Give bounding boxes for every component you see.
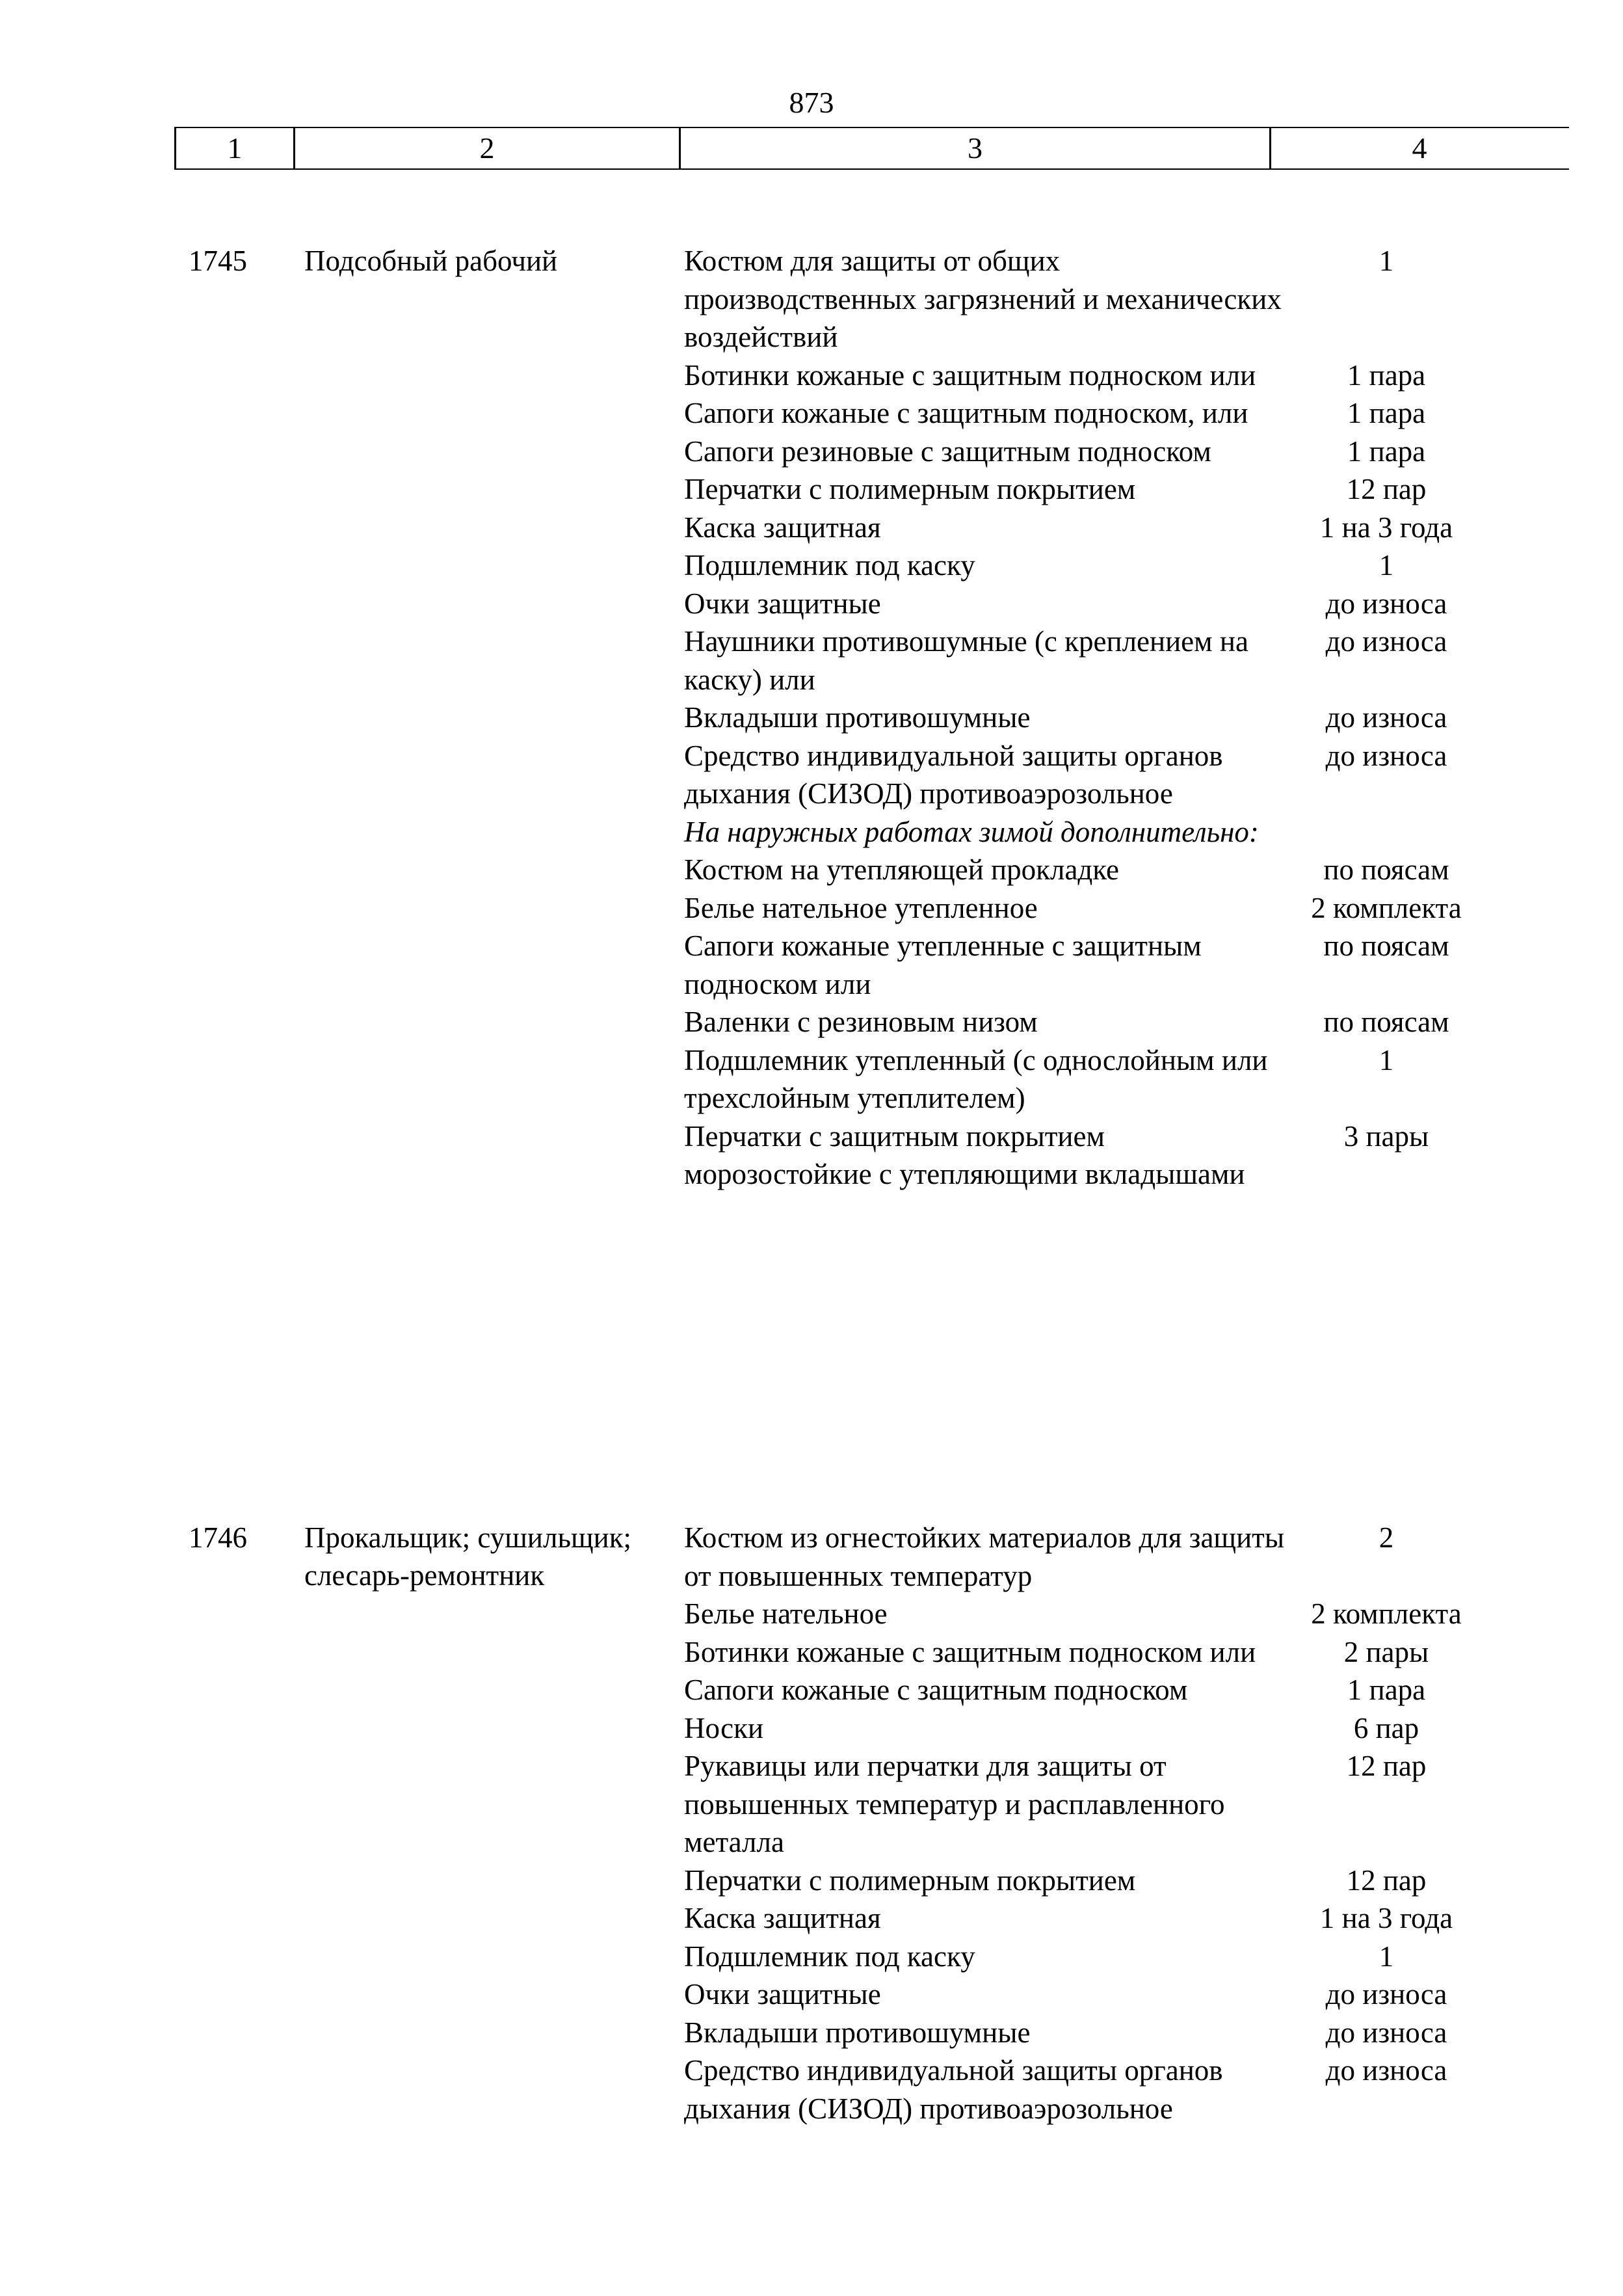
ppe-item-name: Сапоги кожаные утепленные с защитным подноском или [684,929,1202,1000]
ppe-item-name: Носки [684,1711,764,1744]
ppe-item-name: Перчатки с защитным покрытием морозостойкие с утепляющими вкладышами [684,1119,1245,1190]
ppe-note-text: На наружных работах зимой дополнительно: [684,815,1259,848]
ppe-item-quantity: 1 на 3 года [1319,511,1453,544]
ppe-item-quantity: 1 [1379,245,1394,277]
ppe-item [684,433,1623,471]
ppe-item [684,470,1623,509]
ppe-item-quantity: 1 на 3 года [1319,1902,1453,1934]
ppe-item-name: Белье нательное утепленное [684,891,1038,924]
ppe-item-quantity: по поясам [1323,1006,1449,1038]
ppe-item [684,889,1623,928]
ppe-item [684,2014,1623,2052]
ppe-item [684,699,1623,737]
ppe-item-quantity: 6 пар [1353,1711,1419,1744]
ppe-item-quantity: до износа [1325,701,1447,734]
ppe-item-quantity: 1 пара [1347,358,1426,392]
ppe-item-quantity: 1 [1379,549,1394,581]
ppe-item-quantity: 2 комплекта [1311,891,1462,924]
ppe-item-name: Очки защитные [684,1978,881,2010]
ppe-item-name: Ботинки кожаные с защитным подноском или [684,1635,1256,1668]
ppe-item-quantity: 12 пар [1346,1863,1427,1897]
ppe-item [684,1899,1623,1938]
ppe-item [684,1595,1623,1633]
column-header-2: 2 [295,128,681,168]
ppe-item [684,509,1623,547]
ppe-item-name: Сапоги кожаные с защитным подноском, или [684,397,1248,429]
ppe-item-quantity: до износа [1325,587,1447,620]
ppe-item [684,1975,1623,2014]
ppe-item [684,2051,1623,2128]
ppe-item-name: Валенки с резиновым низом [684,1006,1038,1038]
row-number: 1745 [189,245,247,277]
ppe-item [684,585,1623,623]
ppe-item [684,394,1623,433]
ppe-item [684,356,1623,395]
ppe-item-quantity: 1 пара [1347,434,1426,468]
ppe-item-name: Костюм на утепляющей прокладке [684,853,1120,886]
ppe-item [684,1709,1623,1748]
ppe-list [684,242,1623,1194]
ppe-item-quantity: 2 пары [1343,1635,1429,1668]
ppe-item [684,546,1623,585]
ppe-item-quantity: 12 пар [1346,1750,1427,1782]
ppe-item-name: Наушники противошумные (с креплением на каску) или [684,625,1248,696]
ppe-note [684,813,1623,851]
ppe-item-quantity: до износа [1325,1978,1447,2010]
ppe-item [684,1671,1623,1709]
ppe-item-quantity: 1 пара [1347,1674,1426,1706]
ppe-item-name: Рукавицы или перчатки для защиты от повышенных температур и расплавленного металла [684,1750,1225,1858]
ppe-item-name: Сапоги кожаные с защитным подноском [684,1674,1188,1706]
profession-name: Прокальщик; сушильщик; слесарь-ремонтник [304,1521,632,1592]
ppe-item-quantity: до износа [1325,2054,1447,2087]
ppe-item-name: Средство индивидуальной защиты органов дыхания (СИЗОД) противоаэрозольное [684,2054,1223,2125]
ppe-item-quantity: по поясам [1323,929,1449,962]
ppe-item-quantity: до износа [1325,625,1447,658]
ppe-item-quantity: 1 [1379,1940,1394,1973]
ppe-item-quantity: 1 пара [1347,397,1426,429]
profession-name: Подсобный рабочий [304,245,558,277]
column-header-row [174,127,1569,170]
ppe-item [684,851,1623,889]
ppe-item-quantity: 1 [1379,1043,1394,1076]
ppe-item [684,1633,1623,1672]
ppe-item-quantity: до износа [1325,2016,1447,2049]
ppe-item-quantity: до износа [1325,739,1447,772]
page-number: 873 [789,86,834,119]
ppe-item-quantity: 12 пар [1346,473,1427,505]
ppe-item [684,1938,1623,1976]
ppe-item [684,1519,1623,1595]
ppe-item [684,1003,1623,1041]
ppe-item-quantity: 2 комплекта [1311,1597,1462,1630]
ppe-item-quantity: 3 пары [1343,1119,1429,1153]
ppe-item [684,1117,1623,1194]
ppe-item-name: Подшлемник утепленный (с однослойным или трехслойным утеплителем) [684,1043,1268,1114]
ppe-item-name: Костюм из огнестойких материалов для защиты от повышенных температур [684,1521,1285,1592]
ppe-item-name: Костюм для защиты от общих производственных загрязнений и механических воздействий [684,245,1282,353]
ppe-item-name: Очки защитные [684,587,881,620]
ppe-item-name: Подшлемник под каску [684,549,975,581]
ppe-item-name: Перчатки с полимерным покрытием [684,1863,1136,1897]
ppe-item-name: Подшлемник под каску [684,1940,975,1973]
ppe-item-quantity: по поясам [1323,853,1449,886]
ppe-item-name: Средство индивидуальной защиты органов дыхания (СИЗОД) противоаэрозольное [684,739,1223,810]
ppe-item [684,737,1623,813]
ppe-item [684,927,1623,1003]
ppe-item-name: Каска защитная [684,511,881,544]
ppe-item [684,1747,1623,1862]
ppe-item-name: Вкладыши противошумные [684,2016,1031,2049]
column-header-3: 3 [681,128,1271,168]
ppe-item [684,622,1623,699]
ppe-item-name: Ботинки кожаные с защитным подноском или [684,358,1256,392]
row-number: 1746 [189,1521,247,1554]
ppe-item [684,1041,1623,1117]
ppe-item-name: Сапоги резиновые с защитным подноском [684,434,1211,468]
ppe-list [684,1519,1623,2128]
ppe-item-name: Каска защитная [684,1902,881,1934]
column-header-4: 4 [1412,131,1427,165]
ppe-item-quantity: 2 [1379,1521,1394,1554]
ppe-item-name: Перчатки с полимерным покрытием [684,473,1136,505]
ppe-item [684,1862,1623,1900]
ppe-item-name: Белье нательное [684,1597,888,1630]
ppe-item [684,242,1623,356]
column-header-1: 1 [176,128,295,168]
ppe-item-name: Вкладыши противошумные [684,701,1031,734]
